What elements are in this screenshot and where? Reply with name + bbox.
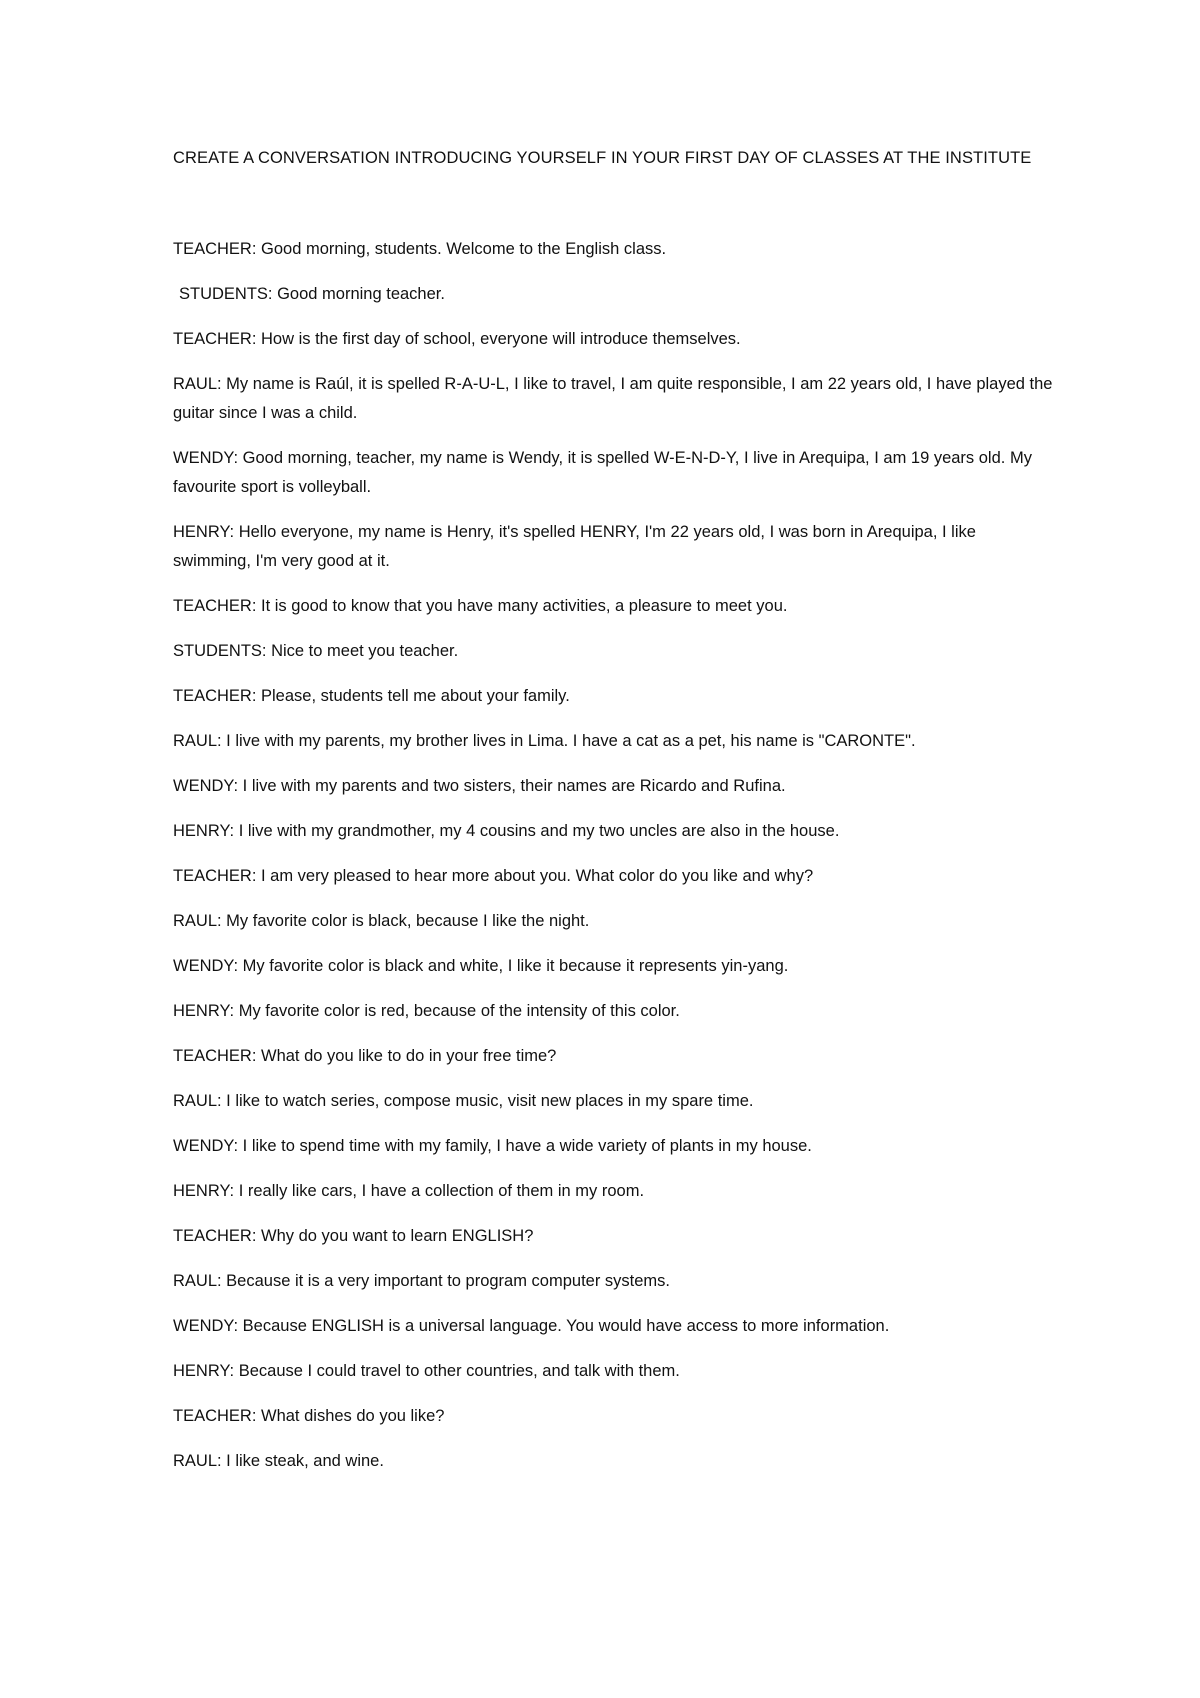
dialogue-line: TEACHER: How is the first day of school, everyone will introduce themselves. [173,330,741,348]
dialogue-line: TEACHER: Good morning, students. Welcome to the English class. [173,240,667,258]
dialogue-line: RAUL: I like to watch series, compose music, visit new places in my spare time. [173,1092,754,1110]
dialogue-line: RAUL: I like steak, and wine. [173,1452,384,1470]
dialogue-line: RAUL: My name is Raúl, it is spelled R-A-U-L, I like to travel, I am quite responsible, I am 22 years old, I have played the guitar since I was a child. [173,375,1053,422]
dialogue-line: TEACHER: What dishes do you like? [173,1407,445,1425]
dialogue-line: TEACHER: I am very pleased to hear more about you. What color do you like and why? [173,867,814,885]
dialogue-line: TEACHER: It is good to know that you have many activities, a pleasure to meet you. [173,597,788,615]
dialogue-line: STUDENTS: Good morning teacher. [179,285,445,303]
document-title: CREATE A CONVERSATION INTRODUCING YOURSELF IN YOUR FIRST DAY OF CLASSES AT THE INSTITUTE [173,149,1032,167]
dialogue-line: RAUL: My favorite color is black, because I like the night. [173,912,590,930]
dialogue-line: RAUL: Because it is a very important to program computer systems. [173,1272,671,1290]
dialogue-line: TEACHER: What do you like to do in your free time? [173,1047,557,1065]
dialogue-line: HENRY: My favorite color is red, because of the intensity of this color. [173,1002,680,1020]
dialogue-line: TEACHER: Why do you want to learn ENGLISH? [173,1227,534,1245]
dialogue-line: TEACHER: Please, students tell me about your family. [173,687,570,705]
dialogue-line: HENRY: I live with my grandmother, my 4 cousins and my two uncles are also in the house. [173,822,840,840]
dialogue-line: WENDY: Good morning, teacher, my name is Wendy, it is spelled W-E-N-D-Y, I live in Arequipa, I am 19 years old. My favourite sport is volleyball. [173,449,1032,496]
dialogue-line: WENDY: Because ENGLISH is a universal language. You would have access to more information. [173,1317,890,1335]
dialogue-line: WENDY: My favorite color is black and white, I like it because it represents yin-yang. [173,957,789,975]
dialogue-line: WENDY: I live with my parents and two sisters, their names are Ricardo and Rufina. [173,777,786,795]
dialogue-line: HENRY: Because I could travel to other countries, and talk with them. [173,1362,680,1380]
dialogue [173,235,1053,1476]
document-page [173,144,1053,1492]
dialogue-line: WENDY: I like to spend time with my family, I have a wide variety of plants in my house. [173,1137,812,1155]
dialogue-line: HENRY: Hello everyone, my name is Henry, it's spelled HENRY, I'm 22 years old, I was born in Arequipa, I like swimming, I'm very good at it. [173,523,976,570]
dialogue-line: RAUL: I live with my parents, my brother lives in Lima. I have a cat as a pet, his name is "CARONTE". [173,732,916,750]
dialogue-line: HENRY: I really like cars, I have a collection of them in my room. [173,1182,645,1200]
dialogue-line: STUDENTS: Nice to meet you teacher. [173,642,459,660]
